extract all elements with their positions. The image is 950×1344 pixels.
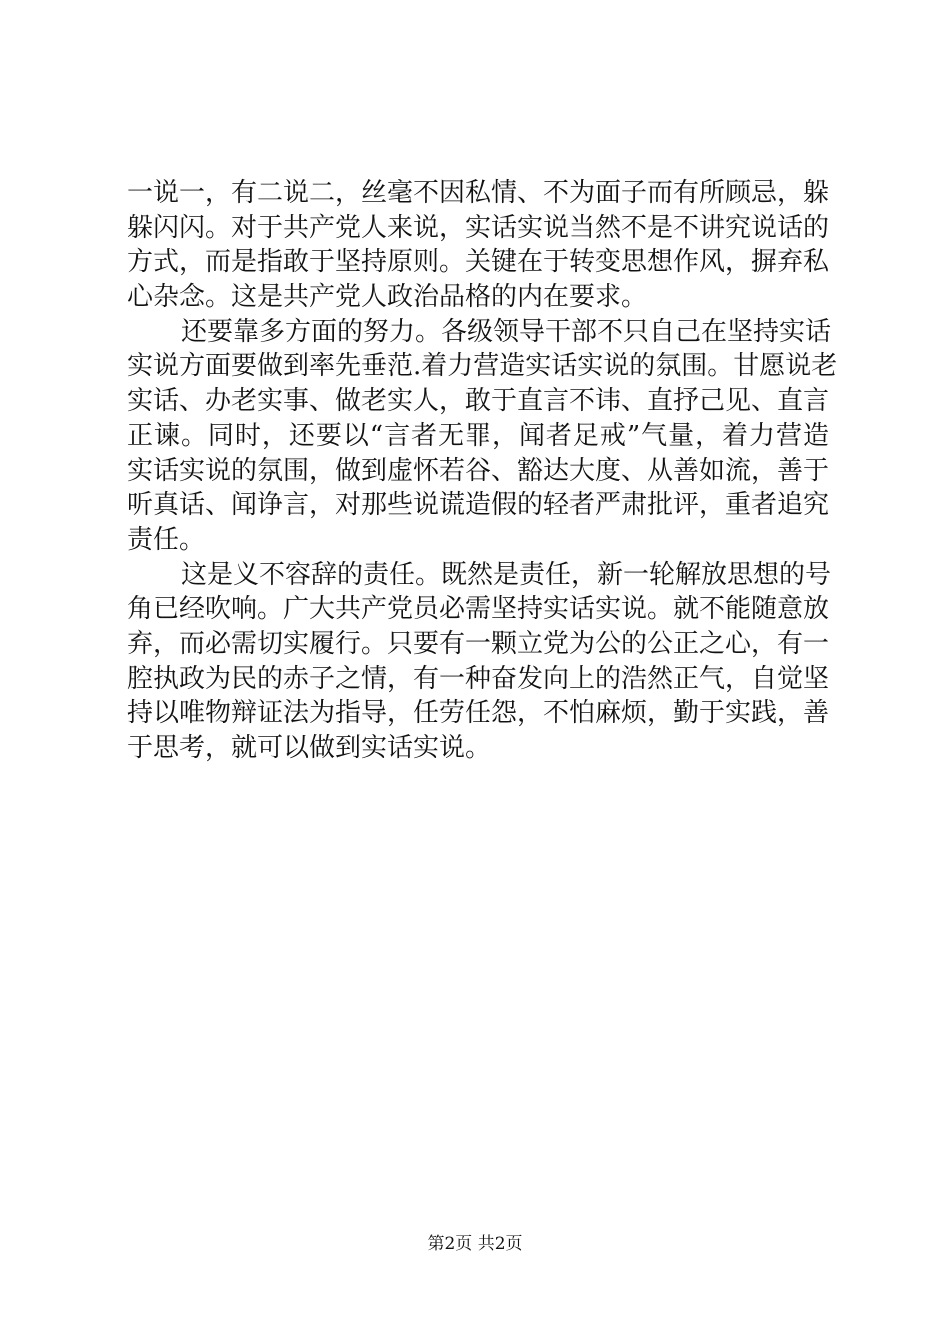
paragraph — [127, 316, 838, 562]
text-line: 持以唯物辩证法为指导，任劳任怨，不怕麻烦，勤于实践，善 — [127, 698, 830, 729]
text-line: 实话、办老实事、做老实人，敢于直言不讳、直抒己见、直言 — [127, 386, 830, 417]
text-line: 于思考，就可以做到实话实说。 — [127, 733, 492, 763]
text-line: 这是义不容辞的责任。既然是责任，新一轮解放思想的号 — [181, 559, 832, 590]
text-line: 躲闪闪。对于共产党人来说，实话实说当然不是不讲究说话的 — [127, 212, 830, 243]
text-line: 一说一，有二说二，丝毫不因私情、不为面子而有所顾忌，躲 — [127, 178, 830, 208]
page-footer: 第2页 共2页 — [427, 1234, 523, 1254]
text-line: 角已经吹响。广大共产党员必需坚持实话实说。就不能随意放 — [127, 594, 830, 625]
document-body — [127, 178, 838, 770]
paragraph — [127, 559, 832, 770]
text-line: 方式，而是指敢于坚持原则。关键在于转变思想作风，摒弃私 — [127, 247, 830, 278]
text-line: 责任。 — [127, 524, 206, 555]
text-line: 实说方面要做到率先垂范.着力营造实话实说的氛围。甘愿说老 — [127, 351, 838, 382]
text-line: 腔执政为民的赤子之情，有一种奋发向上的浩然正气，自觉坚 — [127, 663, 830, 694]
text-line: 心杂念。这是共产党人政治品格的内在要求。 — [127, 282, 648, 313]
text-line: 听真话、闻诤言，对那些说谎造假的轻者严肃批评，重者追究 — [127, 490, 830, 521]
paragraph — [127, 180, 829, 319]
text-line: 还要靠多方面的努力。各级领导干部不只自己在坚持实话 — [181, 316, 832, 347]
text-line: 弃，而必需切实履行。只要有一颗立党为公的公正之心，有一 — [127, 628, 830, 659]
text-line: 正谏。同时，还要以“言者无罪，闻者足戒”气量，着力营造 — [127, 420, 829, 451]
text-line: 实话实说的氛围，做到虚怀若谷、豁达大度、从善如流，善于 — [127, 455, 830, 486]
